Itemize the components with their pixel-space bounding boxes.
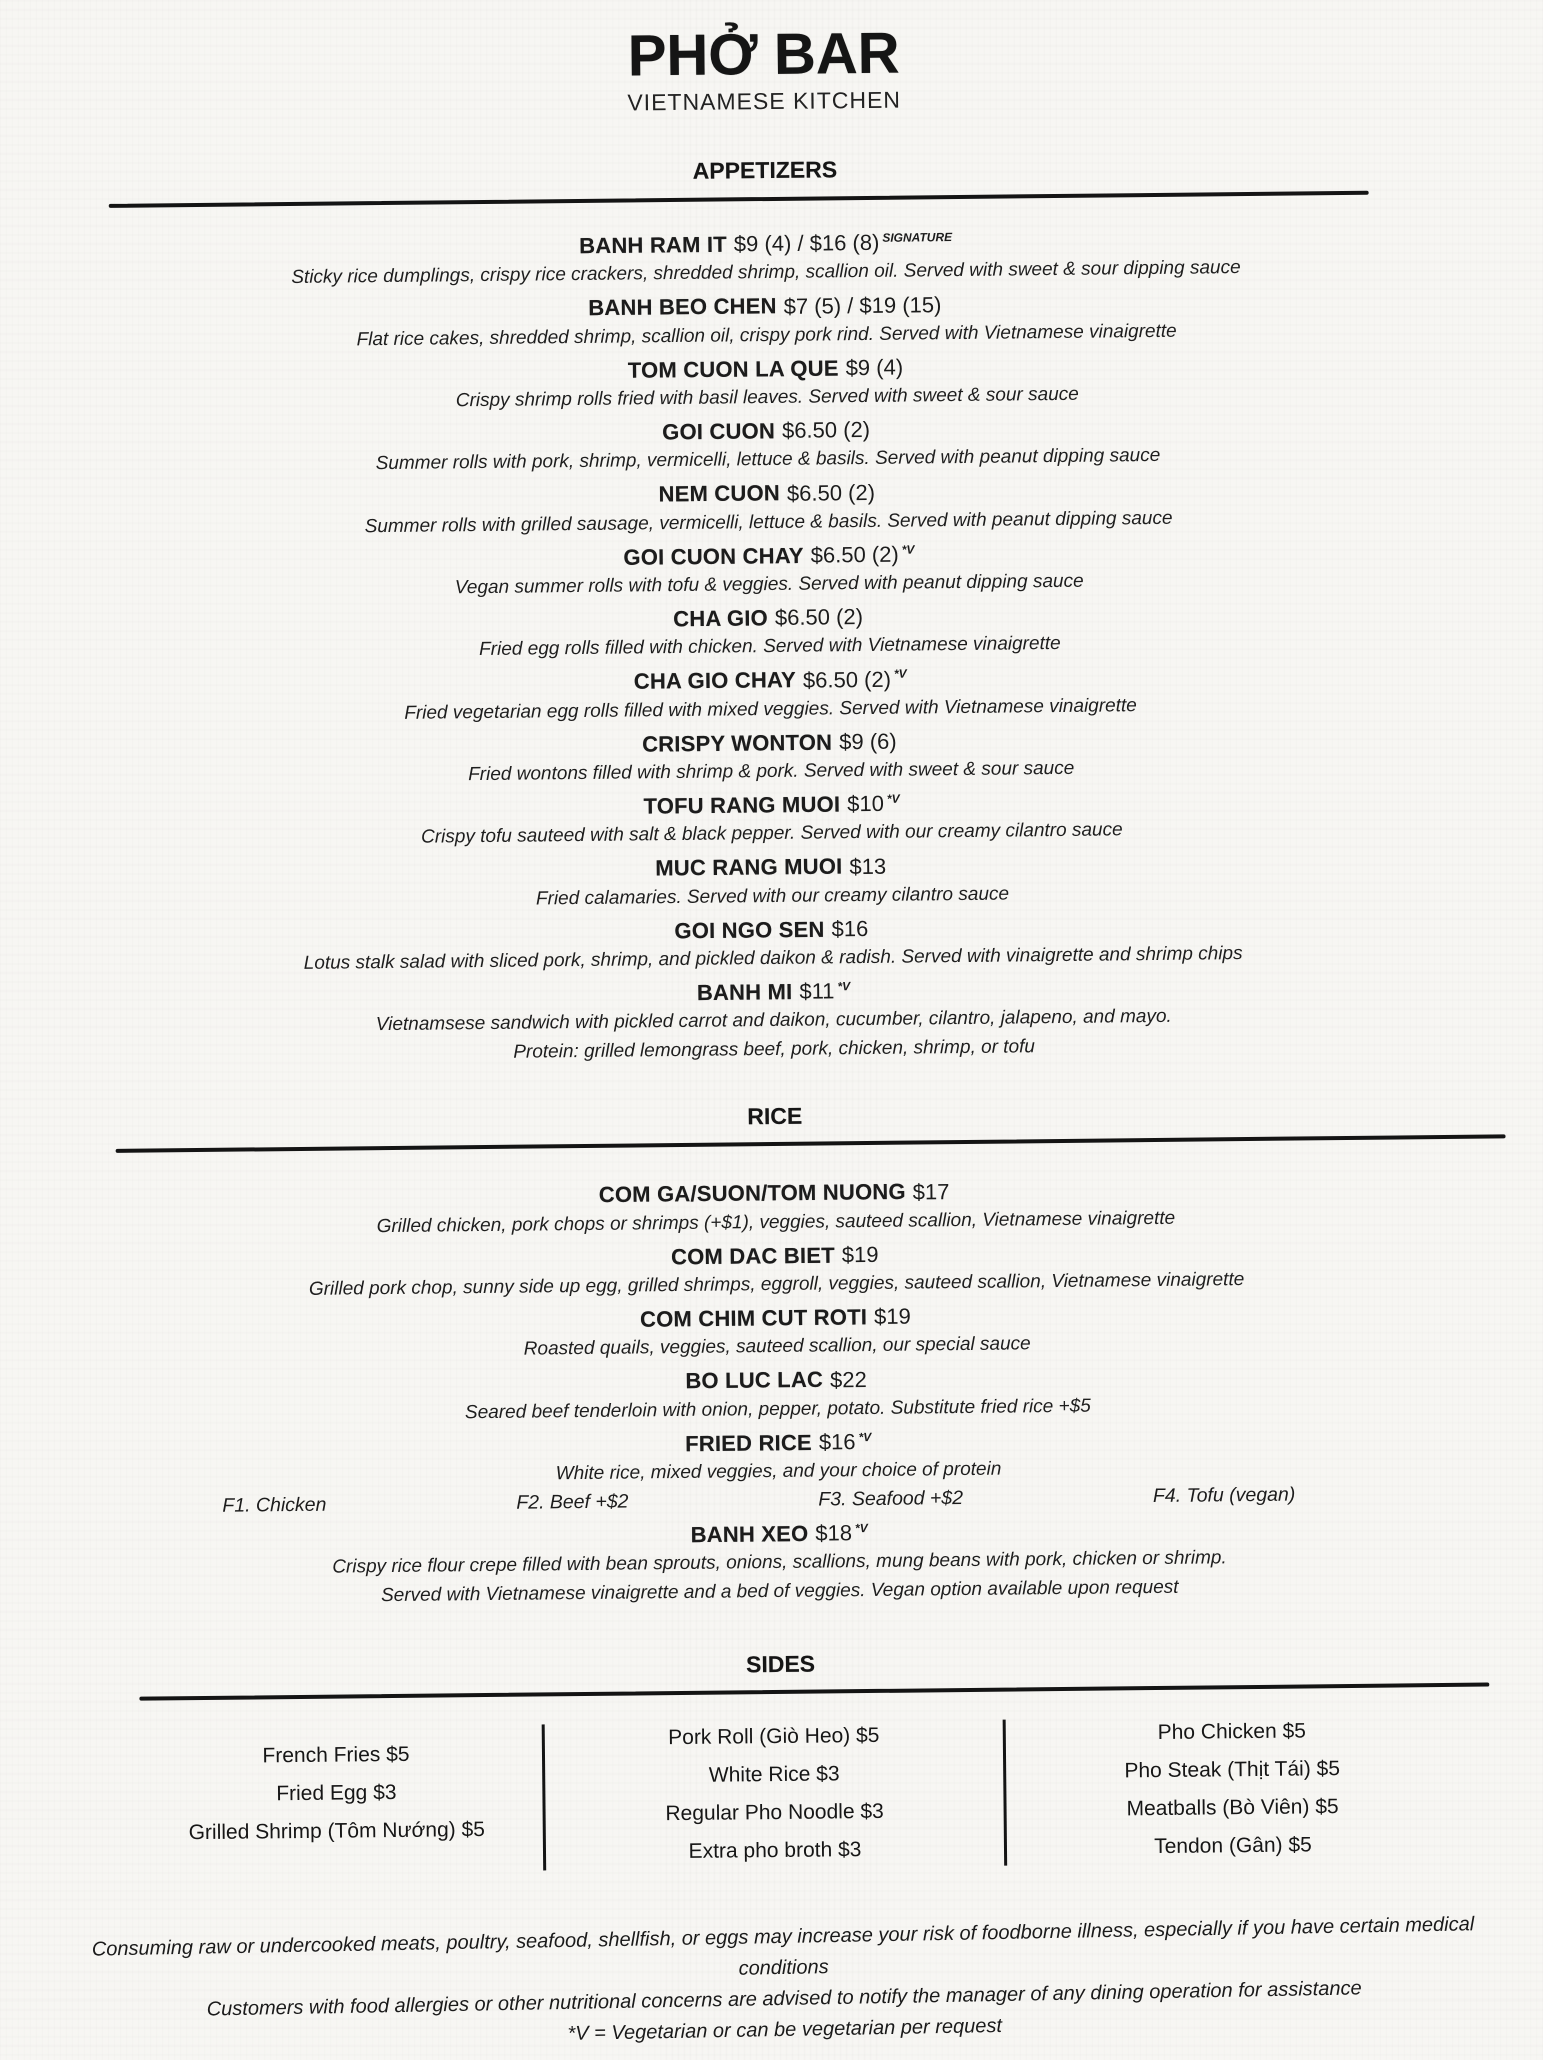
side-item: Fried Egg $3 (130, 1773, 542, 1815)
item-price: $6.50 (2) (775, 604, 863, 630)
menu-item (8, 1507, 1543, 1614)
item-description: Summer rolls with grilled sausage, vermicelli, lettuce & basils. Served with peanut dipping sauce (0, 500, 1540, 545)
section-heading-sides: SIDES (9, 1642, 1543, 1686)
item-name: CHA GIO (673, 605, 768, 631)
vegetarian-note: *V = Vegetarian or can be vegetarian per request (13, 2001, 1543, 2060)
allergy-note: Customers with food allergies or other nutritional concerns are advised to notify the manager of any dining operation for assistance (13, 1970, 1543, 2029)
sides-column (545, 1716, 1005, 1873)
item-description: Fried egg rolls filled with chicken. Served with Vietnamese vinaigrette (0, 624, 1542, 669)
item-price: $7 (5) / $19 (15) (784, 292, 942, 319)
item-price: $18 (815, 1520, 852, 1545)
item-description: Fried calamaries. Served with our creamy cilantro sauce (1, 874, 1543, 919)
item-name: COM CHIM CUT ROTI (640, 1304, 867, 1331)
item-price: $11 (799, 979, 834, 1004)
item-name: GOI NGO SEN (674, 916, 824, 943)
side-item: White Rice $3 (545, 1754, 1003, 1797)
option-label: F3. Seafood +$2 (818, 1484, 963, 1515)
item-description: Lotus stalk salad with sliced pork, shrimp, and pickled daikon & radish. Served with vinaigrette and shrimp chips (2, 936, 1543, 981)
item-price: $19 (874, 1304, 911, 1329)
side-item: French Fries $5 (130, 1735, 542, 1777)
item-description: Grilled chicken, pork chops or shrimps (+$1), veggies, sauteed scallion, Vietnamese vinaigrette (4, 1199, 1543, 1244)
item-description: Fried vegetarian egg rolls filled with mixed veggies. Served with Vietnamese vinaigrette (0, 687, 1542, 732)
item-description: Roasted quails, veggies, sauteed scallion, our special sauce (6, 1324, 1543, 1369)
item-description: Fried wontons filled with shrimp & pork. Served with sweet & sour sauce (0, 749, 1543, 794)
section-divider (116, 1135, 1506, 1154)
rice-list (4, 1166, 1543, 1614)
item-price: $22 (830, 1367, 867, 1392)
section-divider (139, 1683, 1489, 1701)
item-name: BO LUC LAC (685, 1367, 823, 1393)
restaurant-subtitle: VIETNAMESE KITCHEN (0, 78, 1536, 124)
item-description: Flat rice cakes, shredded shrimp, scallion oil, crispy pork rind. Served with Vietnamese vinaigrette (0, 313, 1538, 358)
option-label: F1. Chicken (222, 1491, 326, 1521)
sides-column (130, 1721, 543, 1853)
disclaimer-text: Consuming raw or undercooked meats, poultry, seafood, shellfish, or eggs may increase your risk of foodborne illness, especially if you have certain medical (11, 1908, 1543, 1967)
footer-notes (11, 1908, 1543, 2060)
item-name: TOFU RANG MUOI (643, 792, 840, 819)
item-name: CHA GIO CHAY (634, 667, 796, 694)
item-tag: SIGNATURE (882, 230, 952, 245)
section-divider (109, 191, 1369, 208)
option-label: F4. Tofu (vegan) (1153, 1480, 1296, 1510)
appetizers-list (0, 217, 1543, 1072)
option-label: F2. Beef +$2 (516, 1487, 629, 1517)
side-item: Grilled Shrimp (Tôm Nướng) $5 (131, 1811, 543, 1853)
item-name: BANH XEO (690, 1521, 808, 1547)
menu-item (2, 965, 1543, 1072)
item-price: $17 (913, 1179, 950, 1204)
item-description: Crispy rice flour crepe filled with bean sprouts, onions, scallions, mung beans with pork, chicken or shrimp. (8, 1540, 1543, 1585)
item-tag: *V (837, 979, 850, 993)
item-name: BANH BEO CHEN (588, 294, 777, 321)
item-tag: *V (887, 792, 900, 806)
item-tag: *V (894, 667, 907, 681)
section-heading-rice: RICE (3, 1094, 1543, 1138)
item-price: $9 (4) (845, 355, 903, 381)
sides-column (1006, 1711, 1460, 1868)
item-price: $10 (847, 791, 884, 816)
side-item: Pho Chicken $5 (1006, 1711, 1458, 1754)
item-name: COM GA/SUON/TOM NUONG (599, 1179, 906, 1207)
item-tag: *V (855, 1521, 868, 1535)
item-tag: *V (902, 542, 915, 556)
item-description: Crispy tofu sauteed with salt & black pepper. Served with our creamy cilantro sauce (0, 811, 1543, 856)
item-description: Vegan summer rolls with tofu & veggies. Served with peanut dipping sauce (0, 562, 1541, 607)
item-price: $6.50 (2) (787, 480, 875, 506)
item-price: $6.50 (2) (803, 666, 891, 692)
item-price: $16 (831, 916, 868, 941)
item-name: BANH MI (697, 979, 793, 1005)
restaurant-title: PHỞ BAR (0, 16, 1535, 94)
item-price: $13 (849, 853, 886, 878)
side-item: Regular Pho Noodle $3 (545, 1792, 1003, 1835)
disclaimer-text: conditions (12, 1939, 1543, 1998)
item-description: Vietnamsese sandwich with pickled carrot and daikon, cucumber, cilantro, jalapeno, and mayo. (2, 998, 1543, 1043)
item-name: NEM CUON (658, 481, 780, 507)
menu-item (7, 1415, 1543, 1522)
item-name: FRIED RICE (685, 1430, 812, 1456)
item-description: Sticky rice dumplings, crispy rice crackers, shredded shrimp, scallion oil. Served with sweet & sour dipping sauce (0, 250, 1538, 295)
side-item: Meatballs (Bò Viên) $5 (1006, 1787, 1458, 1830)
item-description: White rice, mixed veggies, and your choice of protein (7, 1449, 1543, 1494)
item-price: $9 (4) / $16 (8) (734, 230, 880, 257)
item-name: COM DAC BIET (671, 1242, 835, 1269)
item-name: GOI CUON (662, 418, 775, 444)
sides-columns (10, 1710, 1543, 1878)
item-description: Protein: grilled lemongrass beef, pork, chicken, shrimp, or tofu (3, 1027, 1543, 1072)
side-item: Extra pho broth $3 (546, 1830, 1004, 1873)
item-name: BANH RAM IT (579, 232, 727, 259)
item-description: Crispy shrimp rolls fried with basil leaves. Served with sweet & sour sauce (0, 375, 1539, 420)
item-description: Summer rolls with pork, shrimp, vermicelli, lettuce & basils. Served with peanut dipping sauce (0, 437, 1540, 482)
item-price: $6.50 (2) (811, 542, 899, 568)
item-price: $6.50 (2) (782, 417, 870, 443)
item-description: Grilled pork chop, sunny side up egg, grilled shrimps, eggroll, veggies, sauteed scallion, Vietnamese vinaigrette (5, 1262, 1543, 1307)
item-price: $9 (6) (839, 729, 897, 755)
item-name: TOM CUON LA QUE (628, 355, 839, 382)
item-name: GOI CUON CHAY (623, 543, 804, 570)
side-item: Pork Roll (Giò Heo) $5 (545, 1716, 1003, 1759)
item-name: MUC RANG MUOI (655, 854, 842, 881)
section-heading-appetizers: APPETIZERS (0, 148, 1537, 192)
item-description: Served with Vietnamese vinaigrette and a bed of veggies. Vegan option available upon request (8, 1569, 1543, 1614)
side-item: Tendon (Gân) $5 (1007, 1825, 1459, 1868)
item-name: CRISPY WONTON (642, 729, 832, 756)
side-item: Pho Steak (Thịt Tái) $5 (1006, 1749, 1458, 1792)
item-description: Seared beef tenderloin with onion, pepper, potato. Substitute fried rice +$5 (6, 1386, 1543, 1431)
item-price: $19 (842, 1242, 879, 1267)
item-tag: *V (858, 1430, 871, 1444)
item-price: $16 (819, 1429, 856, 1454)
